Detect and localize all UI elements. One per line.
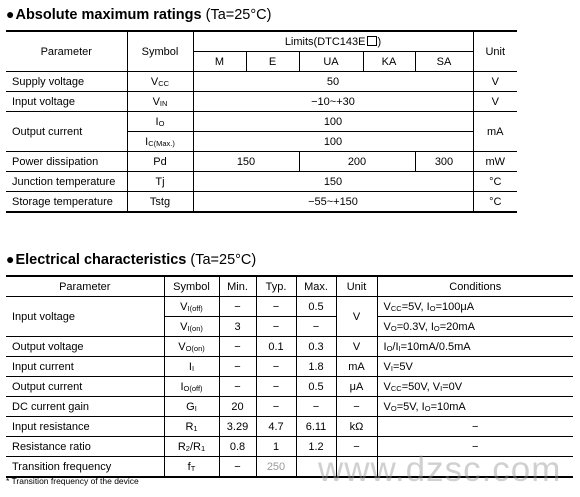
unit-cell: V (473, 92, 517, 112)
min-cell: 3.29 (219, 417, 256, 437)
value-cell: 100 (193, 132, 473, 152)
value-cell: 150 (193, 152, 299, 172)
row-dc-current-gain (6, 397, 573, 417)
param-cell: Transition frequency (6, 457, 164, 478)
unit-cell: V (473, 72, 517, 92)
hdr-parameter: Parameter (6, 31, 127, 72)
param-cell: Input voltage (6, 297, 164, 337)
param-cell: DC current gain (6, 397, 164, 417)
max-cell: − (296, 397, 336, 417)
unit-cell: °C (473, 192, 517, 213)
unit-cell: V (336, 337, 377, 357)
param-cell: Input current (6, 357, 164, 377)
param-cell: Resistance ratio (6, 437, 164, 457)
row-input-voltage-off (6, 297, 573, 317)
symbol-cell: R2/R1 (164, 437, 219, 457)
symbol-cell: Pd (127, 152, 193, 172)
max-cell: − (296, 317, 336, 337)
row-output-current (6, 377, 573, 397)
param-cell: Input voltage (6, 92, 127, 112)
unit-cell: V (336, 297, 377, 337)
unit-cell: − (336, 397, 377, 417)
symbol-cell: IO(off) (164, 377, 219, 397)
unit-cell: mW (473, 152, 517, 172)
param-cell: Storage temperature (6, 192, 127, 213)
abs-title-cond: (Ta=25°C) (205, 7, 272, 23)
unit-cell: kΩ (336, 417, 377, 437)
symbol-cell: VI(off) (164, 297, 219, 317)
elec-title-cond: (Ta=25°C) (190, 252, 257, 268)
min-cell: 0.8 (219, 437, 256, 457)
row-supply-voltage (6, 72, 517, 92)
symbol-cell: GI (164, 397, 219, 417)
min-cell: − (219, 377, 256, 397)
elec-title (6, 251, 256, 268)
hdr-limits: Limits(DTC143E ) (193, 31, 473, 52)
hdr-min: Min. (219, 276, 256, 297)
unit-cell: mA (473, 112, 517, 152)
min-cell: − (219, 457, 256, 478)
condition-cell: VO=0.3V, IO=20mA (377, 317, 573, 337)
condition-cell: VO=5V, IO=10mA (377, 397, 573, 417)
hdr-ka: KA (363, 52, 415, 72)
value-cell: 150 (193, 172, 473, 192)
row-transition-frequency (6, 457, 573, 478)
bullet-icon: ● (6, 6, 15, 22)
hdr-e: E (246, 52, 299, 72)
row-input-voltage (6, 92, 517, 112)
condition-cell: VI=5V (377, 357, 573, 377)
row-storage-temperature (6, 192, 517, 213)
typ-cell: 4.7 (256, 417, 296, 437)
variant-box-icon (367, 36, 377, 46)
hdr-sa: SA (415, 52, 473, 72)
value-cell: 50 (193, 72, 473, 92)
hdr-m: M (193, 52, 246, 72)
symbol-cell: fT (164, 457, 219, 478)
param-cell: Output current (6, 377, 164, 397)
param-cell: Output current (6, 112, 127, 152)
max-cell (296, 457, 336, 478)
symbol-cell: IC(Max.) (127, 132, 193, 152)
symbol-cell: Tj (127, 172, 193, 192)
hdr-max: Max. (296, 276, 336, 297)
typ-cell: 250 (256, 457, 296, 478)
typ-cell: − (256, 397, 296, 417)
condition-cell: VCC=5V, IO=100μA (377, 297, 573, 317)
elec-title-text: Electrical characteristics (15, 252, 187, 268)
max-cell: 1.2 (296, 437, 336, 457)
hdr-unit: Unit (473, 31, 517, 72)
condition-cell: IO/II=10mA/0.5mA (377, 337, 573, 357)
condition-cell: − (377, 437, 573, 457)
symbol-cell: VCC (127, 72, 193, 92)
min-cell: − (219, 337, 256, 357)
symbol-cell: R1 (164, 417, 219, 437)
symbol-cell: VIN (127, 92, 193, 112)
typ-cell: 1 (256, 437, 296, 457)
symbol-cell: II (164, 357, 219, 377)
hdr-typ: Typ. (256, 276, 296, 297)
max-cell: 0.3 (296, 337, 336, 357)
param-cell: Supply voltage (6, 72, 127, 92)
param-cell: Output voltage (6, 337, 164, 357)
symbol-cell: VO(on) (164, 337, 219, 357)
symbol-cell: IO (127, 112, 193, 132)
row-input-current (6, 357, 573, 377)
unit-cell: μA (336, 377, 377, 397)
param-cell: Input resistance (6, 417, 164, 437)
abs-title-text: Absolute maximum ratings (15, 7, 202, 23)
min-cell: 20 (219, 397, 256, 417)
max-cell: 0.5 (296, 377, 336, 397)
typ-cell: − (256, 357, 296, 377)
unit-cell (336, 457, 377, 478)
row-junction-temperature (6, 172, 517, 192)
value-cell: −10~+30 (193, 92, 473, 112)
hdr-conditions: Conditions (377, 276, 573, 297)
min-cell: 3 (219, 317, 256, 337)
unit-cell: mA (336, 357, 377, 377)
value-cell: 300 (415, 152, 473, 172)
typ-cell: − (256, 377, 296, 397)
condition-cell (377, 457, 573, 478)
row-output-voltage (6, 337, 573, 357)
footnote: * Transition frequency of the device (6, 476, 139, 486)
symbol-cell: VI(on) (164, 317, 219, 337)
row-resistance-ratio (6, 437, 573, 457)
param-cell: Junction temperature (6, 172, 127, 192)
hdr-ua: UA (299, 52, 363, 72)
typ-cell: − (256, 317, 296, 337)
value-cell: 200 (299, 152, 415, 172)
min-cell: − (219, 357, 256, 377)
row-power-dissipation (6, 152, 517, 172)
condition-cell: − (377, 417, 573, 437)
bullet-icon: ● (6, 251, 15, 267)
hdr-parameter: Parameter (6, 276, 164, 297)
hdr-symbol: Symbol (127, 31, 193, 72)
abs-max-table (6, 30, 517, 213)
value-cell: −55~+150 (193, 192, 473, 213)
typ-cell: − (256, 297, 296, 317)
unit-cell: °C (473, 172, 517, 192)
condition-cell: VCC=50V, VI=0V (377, 377, 573, 397)
watermark: www.dzsc.com (318, 450, 562, 489)
row-input-resistance (6, 417, 573, 437)
max-cell: 1.8 (296, 357, 336, 377)
value-cell: 100 (193, 112, 473, 132)
max-cell: 6.11 (296, 417, 336, 437)
param-cell: Power dissipation (6, 152, 127, 172)
symbol-cell: Tstg (127, 192, 193, 213)
typ-cell: 0.1 (256, 337, 296, 357)
unit-cell: − (336, 437, 377, 457)
electrical-table (6, 275, 573, 478)
max-cell: 0.5 (296, 297, 336, 317)
row-output-current (6, 112, 517, 132)
min-cell: − (219, 297, 256, 317)
hdr-symbol: Symbol (164, 276, 219, 297)
hdr-unit: Unit (336, 276, 377, 297)
abs-title (6, 6, 271, 23)
